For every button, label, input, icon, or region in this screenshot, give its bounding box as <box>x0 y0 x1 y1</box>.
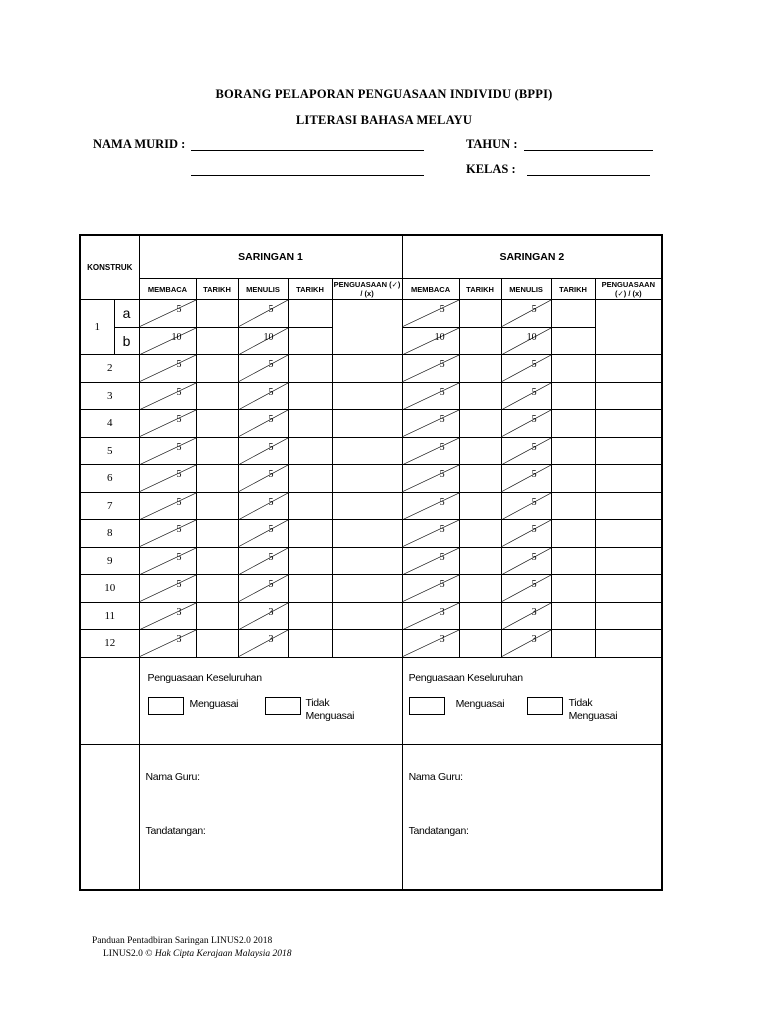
row-number: 3 <box>80 382 139 410</box>
table-row <box>80 520 662 548</box>
col-penguasaan-2: PENGUASAAN (✓) / (x) <box>595 279 662 300</box>
score-cell[interactable]: 5 <box>402 520 459 548</box>
date-cell[interactable] <box>196 547 238 575</box>
saringan1-header: SARINGAN 1 <box>139 235 402 279</box>
score-cell[interactable]: 5 <box>139 575 196 603</box>
penguasaan-cell[interactable] <box>595 492 662 520</box>
penguasaan-cell[interactable] <box>595 630 662 658</box>
col-membaca-2: MEMBACA <box>402 279 459 300</box>
score-cell[interactable]: 3 <box>238 630 288 658</box>
penguasaan-cell[interactable] <box>595 602 662 630</box>
date-cell[interactable] <box>459 575 501 603</box>
date-cell[interactable] <box>288 437 332 465</box>
col-tarikh-1b: TARIKH <box>288 279 332 300</box>
tidak-menguasai-checkbox[interactable] <box>527 697 563 715</box>
tidak-menguasai-label: Menguasai <box>568 709 618 722</box>
date-cell[interactable] <box>288 492 332 520</box>
date-cell[interactable] <box>459 327 501 355</box>
tidak-label: Tidak <box>305 696 330 709</box>
score-cell[interactable]: 3 <box>238 602 288 630</box>
blank-cell <box>80 744 139 890</box>
date-cell[interactable] <box>196 410 238 438</box>
tidak-menguasai-checkbox[interactable] <box>265 697 301 715</box>
score-cell[interactable]: 5 <box>501 410 551 438</box>
score-cell[interactable]: 5 <box>501 492 551 520</box>
table-row <box>80 575 662 603</box>
penguasaan-cell[interactable] <box>332 382 402 410</box>
score-cell[interactable]: 5 <box>501 355 551 383</box>
row-number: 7 <box>80 492 139 520</box>
date-cell[interactable] <box>196 520 238 548</box>
score-cell[interactable]: 10 <box>139 327 196 355</box>
date-cell[interactable] <box>551 465 595 493</box>
score-cell[interactable]: 5 <box>139 382 196 410</box>
menguasai-label: Menguasai <box>189 697 239 710</box>
score-cell[interactable]: 5 <box>402 382 459 410</box>
penguasaan-cell[interactable] <box>332 300 402 355</box>
penguasaan-cell[interactable] <box>332 630 402 658</box>
col-penguasaan-1: PENGUASAAN (✓) / (x) <box>333 280 401 298</box>
score-cell[interactable]: 5 <box>238 437 288 465</box>
date-cell[interactable] <box>459 630 501 658</box>
date-cell[interactable] <box>551 575 595 603</box>
penguasaan-cell[interactable] <box>332 547 402 575</box>
score-cell[interactable]: 5 <box>238 355 288 383</box>
score-cell[interactable]: 10 <box>238 327 288 355</box>
date-cell[interactable] <box>196 575 238 603</box>
row-number: 9 <box>80 547 139 575</box>
score-cell[interactable]: 5 <box>402 492 459 520</box>
date-cell[interactable] <box>459 492 501 520</box>
score-cell[interactable]: 5 <box>139 465 196 493</box>
date-cell[interactable] <box>551 602 595 630</box>
penguasaan-keseluruhan-1 <box>139 657 402 744</box>
date-cell[interactable] <box>196 437 238 465</box>
date-cell[interactable] <box>288 300 332 328</box>
penguasaan-cell[interactable] <box>595 382 662 410</box>
penguasaan-cell[interactable] <box>332 602 402 630</box>
penguasaan-cell[interactable] <box>595 410 662 438</box>
date-cell[interactable] <box>459 520 501 548</box>
penguasaan-cell[interactable] <box>595 547 662 575</box>
tidak-menguasai-label: Menguasai <box>305 709 355 722</box>
score-cell[interactable]: 5 <box>238 492 288 520</box>
score-cell[interactable]: 10 <box>402 327 459 355</box>
penguasaan-cell[interactable] <box>332 355 402 383</box>
nama-murid-label: NAMA MURID : <box>93 137 186 151</box>
nama-murid-line[interactable] <box>191 150 424 151</box>
date-cell[interactable] <box>288 465 332 493</box>
tidak-label: Tidak <box>568 696 593 709</box>
score-cell[interactable]: 5 <box>139 355 196 383</box>
nama-guru-label: Nama Guru: <box>408 770 463 783</box>
score-cell[interactable]: 5 <box>238 575 288 603</box>
kelas-label: KELAS : <box>466 162 516 176</box>
col-tarikh-2b: TARIKH <box>551 279 595 300</box>
sub-item-a: a <box>114 300 139 328</box>
score-cell[interactable]: 5 <box>402 437 459 465</box>
table-row <box>80 465 662 493</box>
row-number: 2 <box>80 355 139 383</box>
date-cell[interactable] <box>288 327 332 355</box>
date-cell[interactable] <box>288 355 332 383</box>
score-cell[interactable]: 5 <box>501 575 551 603</box>
date-cell[interactable] <box>288 547 332 575</box>
table-row <box>80 547 662 575</box>
score-cell[interactable]: 5 <box>501 465 551 493</box>
row-number: 6 <box>80 465 139 493</box>
date-cell[interactable] <box>288 520 332 548</box>
assessment-table <box>79 234 663 891</box>
date-cell[interactable] <box>551 410 595 438</box>
date-cell[interactable] <box>551 327 595 355</box>
score-cell[interactable]: 5 <box>139 410 196 438</box>
row-number: 11 <box>80 602 139 630</box>
tandatangan-label: Tandatangan: <box>408 824 469 837</box>
date-cell[interactable] <box>459 465 501 493</box>
score-cell[interactable]: 5 <box>501 382 551 410</box>
row-number: 12 <box>80 630 139 658</box>
penguasaan-keseluruhan-label: Penguasaan Keseluruhan <box>147 671 262 684</box>
nama-murid-line-2[interactable] <box>191 175 424 176</box>
score-cell[interactable]: 3 <box>402 630 459 658</box>
score-cell[interactable]: 5 <box>238 382 288 410</box>
score-cell[interactable]: 5 <box>501 437 551 465</box>
date-cell[interactable] <box>551 547 595 575</box>
score-cell[interactable]: 5 <box>501 547 551 575</box>
kelas-line[interactable] <box>527 175 650 176</box>
score-cell[interactable]: 5 <box>139 547 196 575</box>
score-cell[interactable]: 5 <box>402 300 459 328</box>
date-cell[interactable] <box>196 382 238 410</box>
date-cell[interactable] <box>288 630 332 658</box>
sub-item-b: b <box>114 327 139 355</box>
date-cell[interactable] <box>459 437 501 465</box>
date-cell[interactable] <box>196 630 238 658</box>
tandatangan-label: Tandatangan: <box>145 824 206 837</box>
col-tarikh-1a: TARIKH <box>196 279 238 300</box>
penguasaan-cell[interactable] <box>332 410 402 438</box>
footer-copyright: LINUS2.0 © Hak Cipta Kerajaan Malaysia 2018 <box>103 949 292 959</box>
score-cell[interactable]: 5 <box>139 492 196 520</box>
form-subtitle: LITERASI BAHASA MELAYU <box>295 113 473 127</box>
penguasaan-keseluruhan-2 <box>402 657 662 744</box>
col-menulis-2: MENULIS <box>501 279 551 300</box>
penguasaan-cell[interactable] <box>595 575 662 603</box>
date-cell[interactable] <box>196 465 238 493</box>
score-cell[interactable]: 3 <box>139 630 196 658</box>
date-cell[interactable] <box>459 300 501 328</box>
score-cell[interactable]: 5 <box>402 410 459 438</box>
tahun-line[interactable] <box>524 150 653 151</box>
penguasaan-keseluruhan-label: Penguasaan Keseluruhan <box>408 671 523 684</box>
score-cell[interactable]: 5 <box>238 547 288 575</box>
menguasai-checkbox[interactable] <box>148 697 184 715</box>
score-cell[interactable]: 5 <box>402 575 459 603</box>
menguasai-label: Menguasai <box>455 697 505 710</box>
col-membaca-1: MEMBACA <box>139 279 196 300</box>
score-cell[interactable]: 5 <box>238 410 288 438</box>
form-title: BORANG PELAPORAN PENGUASAAN INDIVIDU (BPPI) <box>215 87 553 101</box>
penguasaan-cell[interactable] <box>332 575 402 603</box>
penguasaan-cell[interactable] <box>595 437 662 465</box>
penguasaan-cell[interactable] <box>595 300 662 355</box>
score-cell[interactable]: 5 <box>238 520 288 548</box>
score-cell[interactable]: 5 <box>402 355 459 383</box>
score-cell[interactable]: 5 <box>238 300 288 328</box>
score-cell[interactable]: 5 <box>139 520 196 548</box>
row-number: 4 <box>80 410 139 438</box>
table-row <box>80 355 662 383</box>
table-row <box>80 410 662 438</box>
score-cell[interactable]: 5 <box>402 547 459 575</box>
date-cell[interactable] <box>196 300 238 328</box>
date-cell[interactable] <box>551 437 595 465</box>
table-row <box>80 492 662 520</box>
date-cell[interactable] <box>551 355 595 383</box>
date-cell[interactable] <box>288 575 332 603</box>
score-cell[interactable]: 5 <box>501 520 551 548</box>
nama-guru-label: Nama Guru: <box>145 770 200 783</box>
score-cell[interactable]: 3 <box>402 602 459 630</box>
date-cell[interactable] <box>459 547 501 575</box>
date-cell[interactable] <box>551 492 595 520</box>
penguasaan-cell[interactable] <box>332 520 402 548</box>
table-row <box>80 630 662 658</box>
date-cell[interactable] <box>196 492 238 520</box>
penguasaan-cell[interactable] <box>332 465 402 493</box>
col-menulis-1: MENULIS <box>238 279 288 300</box>
penguasaan-cell[interactable] <box>595 520 662 548</box>
penguasaan-cell[interactable] <box>595 355 662 383</box>
date-cell[interactable] <box>551 520 595 548</box>
score-cell[interactable]: 5 <box>139 300 196 328</box>
date-cell[interactable] <box>551 300 595 328</box>
score-cell[interactable]: 5 <box>501 300 551 328</box>
date-cell[interactable] <box>288 410 332 438</box>
table-row <box>80 382 662 410</box>
date-cell[interactable] <box>288 382 332 410</box>
date-cell[interactable] <box>196 355 238 383</box>
date-cell[interactable] <box>551 630 595 658</box>
row-number: 8 <box>80 520 139 548</box>
penguasaan-cell[interactable] <box>332 492 402 520</box>
row-number: 10 <box>80 575 139 603</box>
table-row <box>80 602 662 630</box>
table-row <box>80 437 662 465</box>
col-tarikh-2a: TARIKH <box>459 279 501 300</box>
blank-cell <box>80 657 139 744</box>
footer-guide: Panduan Pentadbiran Saringan LINUS2.0 2018 <box>92 936 273 946</box>
score-cell[interactable]: 5 <box>402 465 459 493</box>
score-cell[interactable]: 3 <box>501 602 551 630</box>
tahun-label: TAHUN : <box>466 137 518 151</box>
guru-section-2 <box>402 744 662 890</box>
row-number: 5 <box>80 437 139 465</box>
penguasaan-cell[interactable] <box>595 465 662 493</box>
date-cell[interactable] <box>459 355 501 383</box>
date-cell[interactable] <box>196 327 238 355</box>
penguasaan-cell[interactable] <box>332 437 402 465</box>
score-cell[interactable]: 3 <box>501 630 551 658</box>
date-cell[interactable] <box>459 410 501 438</box>
date-cell[interactable] <box>551 382 595 410</box>
saringan2-header: SARINGAN 2 <box>402 235 662 279</box>
score-cell[interactable]: 5 <box>238 465 288 493</box>
menguasai-checkbox[interactable] <box>409 697 445 715</box>
score-cell[interactable]: 3 <box>139 602 196 630</box>
score-cell[interactable]: 5 <box>139 437 196 465</box>
guru-section-1 <box>139 744 402 890</box>
date-cell[interactable] <box>459 602 501 630</box>
score-cell[interactable]: 10 <box>501 327 551 355</box>
date-cell[interactable] <box>196 602 238 630</box>
date-cell[interactable] <box>288 602 332 630</box>
date-cell[interactable] <box>459 382 501 410</box>
row-number: 1 <box>80 300 114 355</box>
konstruk-header: KONSTRUK <box>80 235 139 300</box>
